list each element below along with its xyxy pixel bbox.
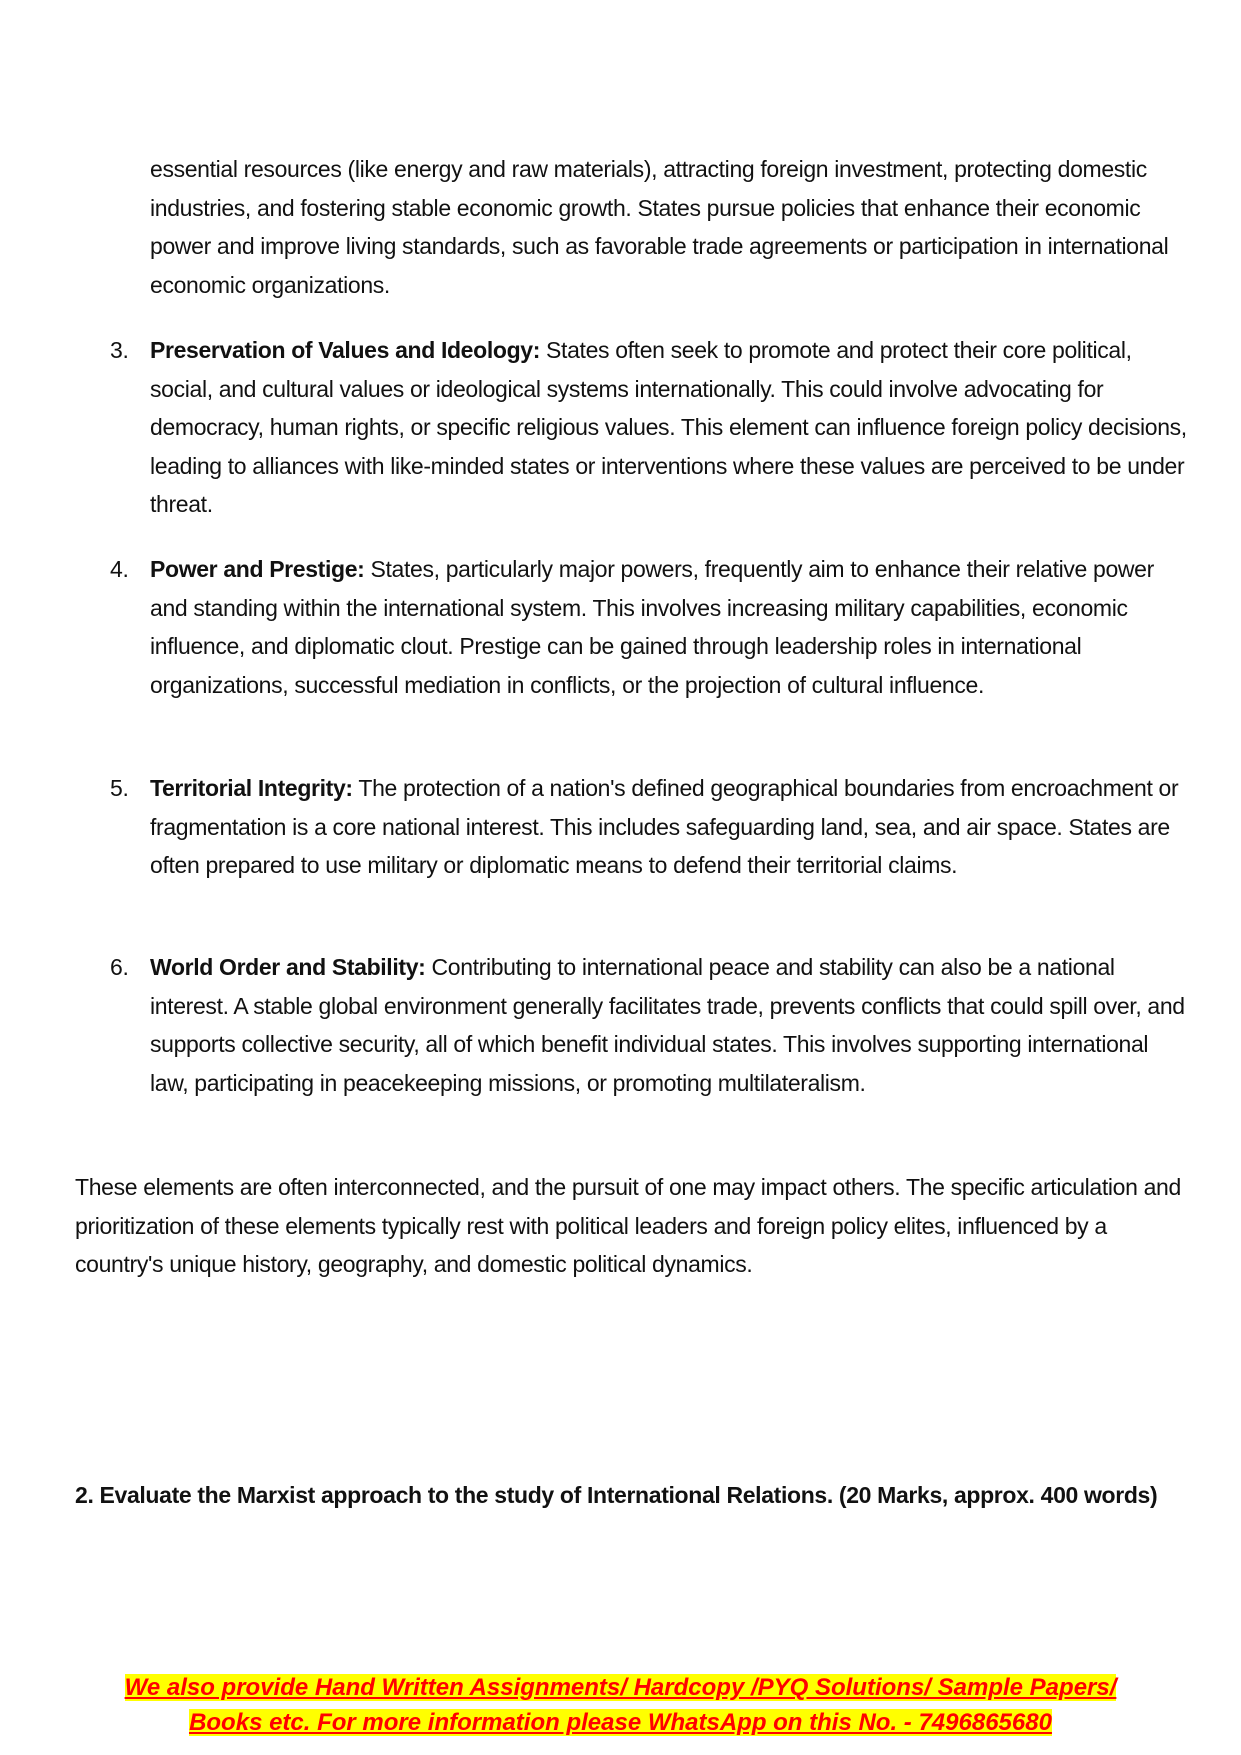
list-item-text: The protection of a nation's defined geographical boundaries from encroachment or fragmentation is a core national interest. This includes safeguarding land, sea, and air space. States are often prepared to use military or diplomatic means to defend their territorial claims. bbox=[150, 775, 1179, 879]
promo-line-1: We also provide Hand Written Assignments/ Hardcopy /PYQ Solutions/ Sample Papers/ bbox=[124, 1674, 1117, 1701]
question-heading: 2. Evaluate the Marxist approach to the study of International Relations. (20 Marks, approx. 400 words) bbox=[75, 1482, 1158, 1508]
list-item-title: Power and Prestige: bbox=[150, 556, 365, 582]
continuation-paragraph: essential resources (like energy and raw materials), attracting foreign investment, protecting domestic industries, and fostering stable economic growth. States pursue policies that enhance their economic power and improve living standards, such as favorable trade agreements or participation in international economic organizations. bbox=[150, 156, 1169, 298]
list-item-text: States, particularly major powers, frequently aim to enhance their relative power and standing within the international system. This involves increasing military capabilities, economic influence, and diplomatic clout. Prestige can be gained through leadership roles in international organizations, successful mediation in conflicts, or the projection of cultural influence. bbox=[150, 556, 1154, 698]
list-item-title: World Order and Stability: bbox=[150, 954, 426, 980]
list-item bbox=[110, 948, 1190, 1102]
promo-line-2: Books etc. For more information please WhatsApp on this No. - 7496865680 bbox=[189, 1709, 1052, 1736]
list-item-text: States often seek to promote and protect their core political, social, and cultural values or ideological systems internationally. This could involve advocating for democracy, human rights, or specific religious values. This element can influence foreign policy decisions, leading to alliances with like-minded states or interventions where these values are perceived to be under threat. bbox=[150, 337, 1187, 518]
promo-footer bbox=[60, 1670, 1181, 1740]
list-item bbox=[110, 331, 1190, 524]
list-item-text: Contributing to international peace and stability can also be a national interest. A stable global environment generally facilitates trade, prevents conflicts that could spill over, and supports collective security, all of which benefit individual states. This involves supporting international law, participating in peacekeeping missions, or promoting multilateralism. bbox=[150, 954, 1185, 1096]
list-item-title: Territorial Integrity: bbox=[150, 775, 353, 801]
closing-paragraph: These elements are often interconnected, and the pursuit of one may impact others. The specific articulation and prioritization of these elements typically rest with political leaders and foreign policy elites, influenced by a country's unique history, geography, and domestic political dynamics. bbox=[75, 1174, 1181, 1278]
list-number: 4. bbox=[110, 556, 129, 582]
list-number: 6. bbox=[110, 954, 129, 980]
list-number: 5. bbox=[110, 775, 129, 801]
list-item bbox=[110, 550, 1190, 704]
list-item bbox=[110, 769, 1190, 885]
list-item-title: Preservation of Values and Ideology: bbox=[150, 337, 541, 363]
list-number: 3. bbox=[110, 337, 129, 363]
